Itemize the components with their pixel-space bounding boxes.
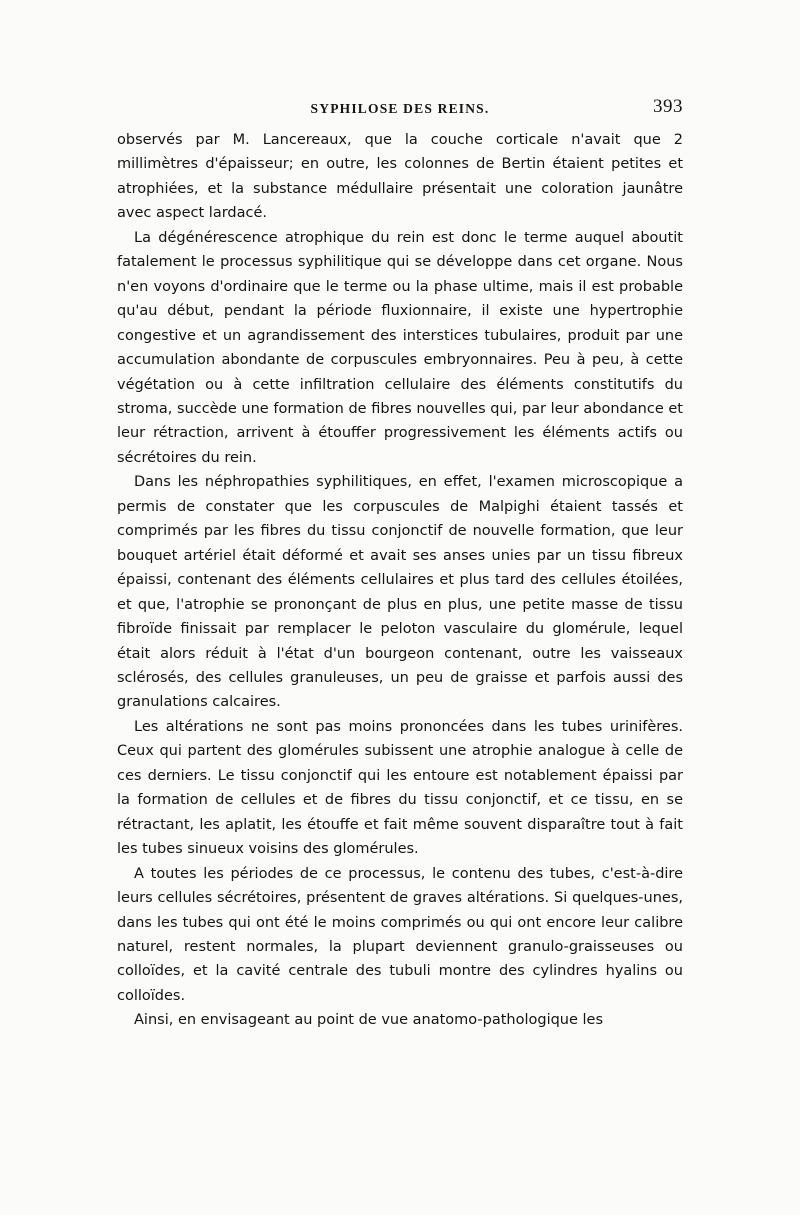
paragraph-tubes-alterations: Les altérations ne sont pas moins prononcées dans les tubes urinifères. Ceux qui partent des glomérules subissent une atrophie analogue à celle de ces derniers. Le tissu conjonctif qui les entoure est notablement épaissi par la formation de cellules et de fibres du tissu conjonctif, et ce tissu, en se rétractant, les aplatit, les étouffe et fait même souvent disparaître tout à fait les tubes sinueux voisins des glomérules. (117, 718, 683, 858)
paragraph-ainsi: Ainsi, en envisageant au point de vue anatomo-pathologique les (134, 1012, 604, 1029)
paragraph-nephropathies: Dans les néphropathies syphilitiques, en effet, l'examen microscopique a permis de constater que les corpuscules de Malpighi étaient tassés et comprimés par les fibres du tissu conjonctif de nouvelle formation, que leur bouquet artériel était déformé et avait ses anses unies par un tissu fibreux épaissi, contenant des éléments cellulaires et plus tard des cellules étoilées, et que, l'atrophie se prononçant de plus en plus, une petite masse de tissu fibroïde finissait par remplacer le peloton vasculaire du glomérule, lequel était alors réduit à l'état d'un bourgeon contenant, outre les vaisseaux sclérosés, des cellules granuleuses, un peu de graisse et parfois aussi des granulations calcaires. (117, 474, 683, 711)
page-number: 393 (653, 96, 683, 117)
running-title: SYPHILOSE DES REINS. (310, 101, 490, 116)
page-header (117, 96, 683, 122)
body-text (117, 128, 683, 1033)
paragraph-continuation: observés par M. Lancereaux, que la couche corticale n'avait que 2 millimètres d'épaisseur; en outre, les colonnes de Bertin étaient petites et atrophiées, et la substance médullaire présentait une coloration jaunâtre avec aspect lardacé. (117, 132, 683, 222)
paragraph-tube-contents: A toutes les périodes de ce processus, le contenu des tubes, c'est-à-dire leurs cellules sécrétoires, présentent de graves altérations. Si quelques-unes, dans les tubes qui ont été le moins comprimés ou qui ont encore leur calibre naturel, restent normales, la plupart deviennent granulo-graisseuses ou colloïdes, et la cavité centrale des tubuli montre des cylindres hyalins ou colloïdes. (117, 865, 683, 1004)
paragraph-atrophic-degeneration: La dégénérescence atrophique du rein est donc le terme auquel aboutit fatalement le processus syphilitique qui se développe dans cet organe. Nous n'en voyons d'ordinaire que le terme ou la phase ultime, mais il est probable qu'au début, pendant la période fluxionnaire, il existe une hypertrophie congestive et un agrandissement des interstices tubulaires, produit par une accumulation abondante de corpuscules embryonnaires. Peu à peu, à cette végétation ou à cette infiltration cellulaire des éléments constitutifs du stroma, succède une formation de fibres nouvelles qui, par leur abondance et leur rétraction, arrivent à étouffer progressivement les éléments actifs ou sécrétoires du rein. (117, 229, 683, 466)
